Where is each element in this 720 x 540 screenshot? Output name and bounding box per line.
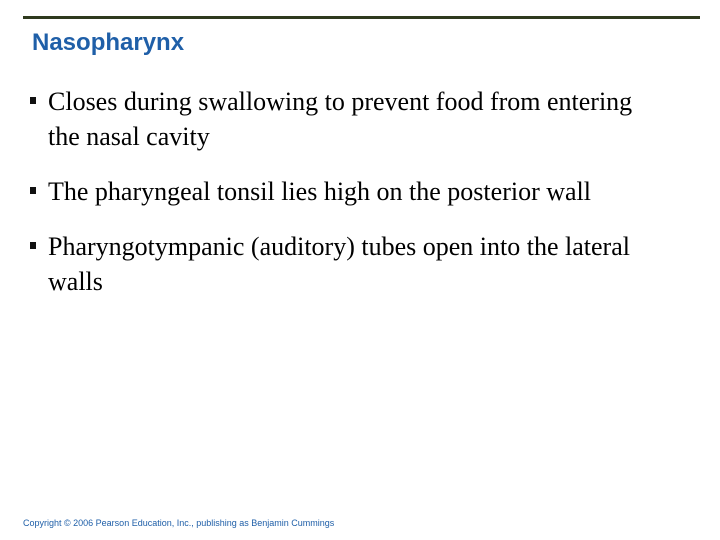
slide-title: Nasopharynx — [32, 29, 185, 56]
bullet-list — [0, 84, 720, 319]
copyright-footer: Copyright © 2006 Pearson Education, Inc., publishing as Benjamin Cummings — [23, 518, 335, 528]
bullet-text: The pharyngeal tonsil lies high on the posterior wall — [48, 177, 591, 206]
square-bullet-icon — [30, 242, 36, 249]
bullet-item — [0, 229, 648, 299]
bullet-item — [0, 84, 648, 154]
square-bullet-icon — [30, 97, 36, 104]
square-bullet-icon — [30, 187, 36, 194]
bullet-text: Closes during swallowing to prevent food from entering the nasal cavity — [48, 87, 633, 151]
bullet-item — [0, 174, 648, 209]
bullet-text: Pharyngotympanic (auditory) tubes open into the lateral walls — [48, 232, 630, 296]
top-divider-rule — [23, 16, 700, 19]
